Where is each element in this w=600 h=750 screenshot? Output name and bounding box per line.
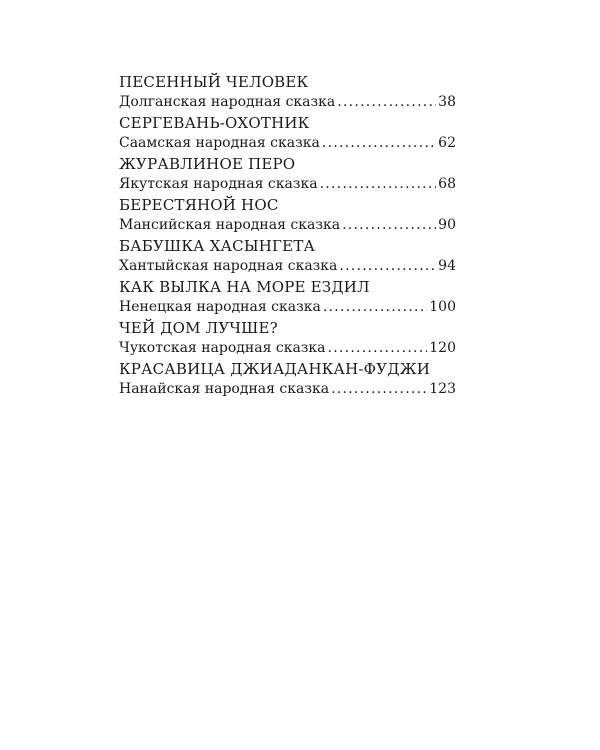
toc-entry[interactable] <box>119 236 456 277</box>
dot-leader <box>339 256 436 276</box>
dot-leader <box>322 133 436 153</box>
toc-entry-subtitle: Хантыйская народная сказка <box>119 258 338 274</box>
toc-entry-line <box>119 379 456 399</box>
toc-entry-page-number: 90 <box>438 217 456 233</box>
toc-entry-page-number: 100 <box>429 299 456 315</box>
toc-entry-title: БАБУШКА ХАСЫНГЕТА <box>119 237 316 255</box>
toc-entry[interactable] <box>119 359 456 400</box>
toc-entry[interactable] <box>119 154 456 195</box>
toc-entry-title: СЕРГЕВАНЬ-ОХОТНИК <box>119 114 310 132</box>
toc-entry-subtitle: Мансийская народная сказка <box>119 217 341 233</box>
dot-leader <box>320 174 437 194</box>
table-of-contents <box>119 72 456 400</box>
toc-entry-subtitle: Нанайская народная сказка <box>119 381 330 397</box>
toc-entry-page-number: 120 <box>429 340 456 356</box>
toc-entry-subtitle: Якутская народная сказка <box>119 176 318 192</box>
toc-entry-line <box>119 256 456 276</box>
toc-entry-line <box>119 297 456 317</box>
toc-entry-title: БЕРЕСТЯНОЙ НОС <box>119 196 279 214</box>
toc-entry-title: ЖУРАВЛИНОЕ ПЕРО <box>119 155 296 173</box>
toc-entry-line <box>119 92 456 112</box>
dot-leader <box>323 297 427 317</box>
toc-entry-title: КАК ВЫЛКА НА МОРЕ ЕЗДИЛ <box>119 278 370 296</box>
toc-entry-subtitle: Саамская народная сказка <box>119 135 320 151</box>
toc-entry-subtitle: Чукотская народная сказка <box>119 340 326 356</box>
dot-leader <box>337 92 436 112</box>
dot-leader <box>331 379 427 399</box>
toc-entry-page-number: 94 <box>438 258 456 274</box>
toc-entry-line <box>119 174 456 194</box>
toc-entry-line <box>119 133 456 153</box>
dot-leader <box>342 215 436 235</box>
toc-entry[interactable] <box>119 72 456 113</box>
toc-entry-page-number: 68 <box>438 176 456 192</box>
toc-entry-title: ПЕСЕННЫЙ ЧЕЛОВЕК <box>119 73 309 91</box>
dot-leader <box>328 338 428 358</box>
toc-entry-title: КРАСАВИЦА ДЖИАДАНКАН-ФУДЖИ <box>119 360 431 378</box>
toc-entry-page-number: 62 <box>438 135 456 151</box>
toc-entry[interactable] <box>119 277 456 318</box>
toc-entry-page-number: 38 <box>438 94 456 110</box>
toc-entry[interactable] <box>119 113 456 154</box>
toc-entry[interactable] <box>119 195 456 236</box>
toc-entry-title: ЧЕЙ ДОМ ЛУЧШЕ? <box>119 319 278 337</box>
toc-entry[interactable] <box>119 318 456 359</box>
toc-entry-subtitle: Ненецкая народная сказка <box>119 299 321 315</box>
toc-entry-page-number: 123 <box>429 381 456 397</box>
toc-entry-subtitle: Долганская народная сказка <box>119 94 336 110</box>
toc-entry-line <box>119 215 456 235</box>
toc-entry-line <box>119 338 456 358</box>
